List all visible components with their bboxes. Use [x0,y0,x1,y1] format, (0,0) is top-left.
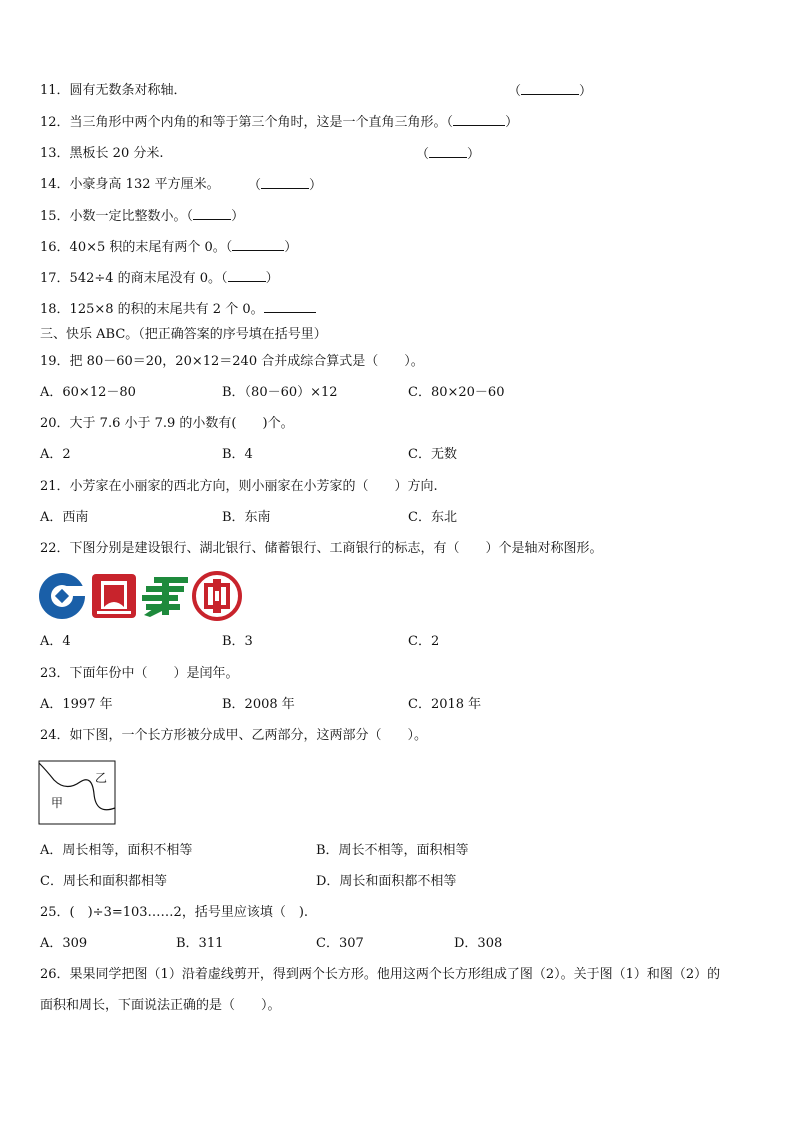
question-26-continued: 面积和周长，下面说法正确的是（ ）。 [40,998,281,1013]
option-a[interactable]: A．1997 年 [40,697,113,712]
answer-blank[interactable] [264,300,316,313]
question-number: 11． [40,83,70,98]
question-25: 25．( )÷3=103……2，括号里应该填（ ). [40,905,309,920]
postal-savings-logo-icon [140,573,190,619]
answer-blank[interactable] [261,176,309,189]
question-21: 21．小芳家在小丽家的西北方向，则小丽家在小芳家的（ ）方向. [40,479,438,494]
option-c[interactable]: C．2018 年 [408,697,482,712]
figure-label-yi: 乙 [95,771,108,785]
question-text: 小数一定比整数小。（ [69,209,194,224]
question-19: 19．把 80－60＝20，20×12＝240 合并成综合算式是（ ）。 [40,354,424,369]
question-number: 15． [40,209,70,224]
option-d[interactable]: D．308 [454,936,503,951]
hubei-bank-logo-icon [91,573,137,619]
question-number: 16． [40,240,70,255]
icbc-logo-icon [192,571,242,621]
option-a[interactable]: A．2 [40,447,71,462]
option-b[interactable]: B．4 [222,447,253,462]
question-24: 24．如下图，一个长方形被分成甲、乙两部分，这两部分（ ）。 [40,728,428,743]
question-13 [40,145,164,163]
question-26: 26．果果同学把图（1）沿着虚线剪开，得到两个长方形。他用这两个长方形组成了图（2）。关于图（1）和图（2）的 [40,967,721,982]
question-23: 23．下面年份中（ ）是闰年。 [40,666,239,681]
question-number: 14． [40,177,70,192]
option-b[interactable]: B．（80－60）×12 [222,385,338,400]
option-b[interactable]: B．周长不相等，面积相等 [316,843,469,858]
question-11 [40,82,187,100]
question-number: 17． [40,271,70,286]
question-text: 当三角形中两个内角的和等于第三个角时，这是一个直角三角形。（ [69,115,454,130]
ccb-logo-icon [38,572,86,620]
option-b[interactable]: B．2008 年 [222,697,295,712]
option-c[interactable]: C．无数 [408,447,457,462]
option-c[interactable]: C．周长和面积都相等 [40,874,167,889]
question-text: 黑板长 20 分米. [69,146,164,161]
question-text: 圆有无数条对称轴． [69,83,187,98]
answer-blank[interactable] [228,269,266,282]
option-c[interactable]: C．2 [408,634,440,649]
rectangle-figure [38,760,116,825]
option-d[interactable]: D．周长和面积都不相等 [316,874,457,889]
answer-paren-11: （ ） [508,84,593,99]
question-14 [40,176,220,194]
answer-blank[interactable] [232,238,284,251]
option-b[interactable]: B．东南 [222,510,271,525]
option-b[interactable]: B．311 [176,936,224,951]
answer-blank[interactable] [193,207,231,220]
question-17: 17．542÷4 的商末尾没有 0。（ ） [40,271,279,286]
answer-paren-13: （ ） [416,147,481,162]
answer-blank[interactable] [453,113,505,126]
option-a[interactable]: A．60×12－80 [40,385,136,400]
question-text: 40×5 积的末尾有两个 0。（ [69,240,233,255]
question-22: 22．下图分别是建设银行、湖北银行、储蓄银行、工商银行的标志，有（ ）个是轴对称图形。 [40,541,603,556]
question-text: 125×8 的积的末尾共有 2 个 0。 [69,302,264,317]
question-text: 小豪身高 132 平方厘米。 [69,177,220,192]
option-c[interactable]: C．307 [316,936,364,951]
option-a[interactable]: A．4 [40,634,71,649]
question-number: 18． [40,302,70,317]
question-16: 16．40×5 积的末尾有两个 0。（ ） [40,240,298,255]
answer-blank[interactable] [429,145,467,158]
option-a[interactable]: A．西南 [40,510,89,525]
option-a[interactable]: A．309 [40,936,88,951]
question-18 [40,300,316,319]
option-b[interactable]: B．3 [222,634,253,649]
question-text: 542÷4 的商末尾没有 0。（ [69,271,228,286]
section-heading: 三、快乐 ABC。（把正确答案的序号填在括号里） [40,327,327,342]
option-a[interactable]: A．周长相等，面积不相等 [40,843,193,858]
answer-paren-14: （ ） [248,178,323,193]
question-12: 12．当三角形中两个内角的和等于第三个角时，这是一个直角三角形。（ ） [40,115,519,130]
question-number: 12． [40,115,70,130]
figure-label-jia: 甲 [51,796,64,810]
question-15: 15．小数一定比整数小。（ ） [40,209,245,224]
option-c[interactable]: C．80×20－60 [408,385,505,400]
question-20: 20．大于 7.6 小于 7.9 的小数有( )个。 [40,416,294,431]
option-c[interactable]: C．东北 [408,510,457,525]
question-number: 13． [40,146,70,161]
answer-blank[interactable] [521,82,579,95]
